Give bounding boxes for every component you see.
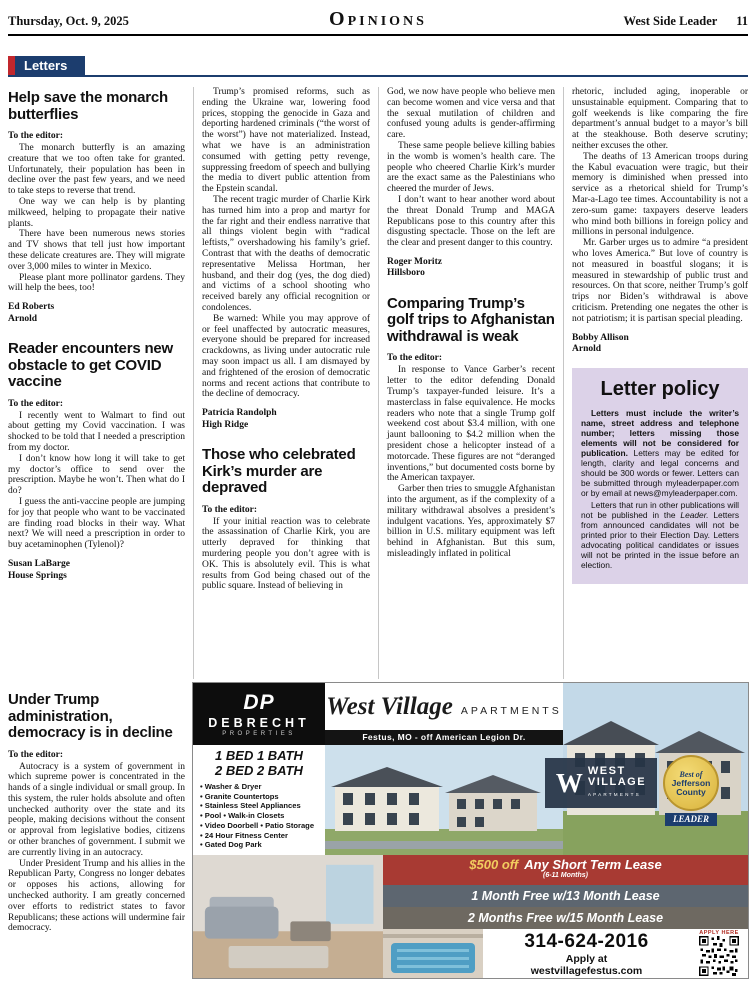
letter-golf	[387, 296, 555, 560]
letter-democracy	[8, 692, 185, 934]
letter-kirk	[202, 447, 370, 592]
letter-monarch	[8, 90, 185, 325]
ad-title-caps: APARTMENTS	[460, 705, 562, 717]
paragraph: There have been numerous news stories and TV shows that tell just how important these delicate creatures are. They will migrate over 3,000 miles to winter in Mexico.	[8, 229, 185, 272]
letter-democracy-continued	[202, 87, 370, 431]
letter-headline: Reader encounters new obstacle to get COVID vaccine	[8, 340, 174, 391]
signer-name: Roger Moritz	[387, 256, 442, 267]
amenity-item: • 24 Hour Fitness Center	[200, 830, 288, 840]
salutation: To the editor:	[202, 504, 258, 515]
dp-name: DEBRECHT	[208, 716, 310, 730]
paragraph: rhetoric, included aging, inoperable or unsustainable equipment. Comparing that to golf weekends is like comparing the fire department’s annual budget to a mayor’s bill at the steakhouse. Both deserve scrutiny; neither excuses the other.	[572, 87, 748, 151]
offer-subtext: (6-11 Months)	[543, 872, 588, 879]
salutation: To the editor:	[8, 398, 64, 409]
paragraph: Be warned: While you may approve of or feel unaffected by autocratic measures, everyone should be prepared for increased crackdowns, as living under autocratic rule may soon impact us all. I am dismayed by and frightened of the erosion of democratic norms and recent actions that contribute to the decline of democracy.	[202, 313, 370, 400]
paragraph: One way we can help is by planting milkweed, helping to propagate their native plants.	[8, 196, 185, 229]
paragraph: These same people believe killing babies in the womb is women’s health care. The people who cheered Charlie Kirk’s murder are the exact same as the Palestinians who cheered the murder of Jews.	[387, 140, 555, 195]
qr-label: APPLY HERE	[699, 930, 739, 936]
salutation: To the editor:	[387, 353, 443, 364]
dp-subtitle: PROPERTIES	[222, 731, 296, 737]
signer-city: Arnold	[572, 344, 602, 355]
paragraph: I recently went to Walmart to find out about getting my Covid vaccination. I was shocked to be told that I needed a prescription from my doctor.	[8, 410, 185, 454]
letter-body	[202, 87, 370, 400]
page-number: 11	[736, 14, 749, 28]
letter-body	[202, 517, 370, 593]
policy-paragraph	[581, 500, 739, 570]
debrecht-logo	[193, 683, 325, 745]
paragraph: Mr. Garber urges us to admire “a president who loves America.” But love of country is not measured in boastful slogans; it is measured in stewardship of public trust and resources. On that score, neither Trump’s golf trips nor Biden’s withdrawal is above criticism. Pretending one negates the other is not patriotism; it is partisan special pleading.	[572, 238, 748, 324]
west-village-logo	[545, 758, 657, 808]
paragraph: God, we now have people who believe men can become women and vice versa and that the sexual mutilation of children and confused young adults is gender-affirming care.	[387, 87, 555, 141]
signer-city: Arnold	[8, 313, 38, 324]
badge-line: County	[676, 786, 706, 797]
signer-city: House Springs	[8, 570, 67, 581]
logo-line: VILLAGE	[587, 776, 647, 788]
apply-line-1: Apply at	[565, 953, 608, 965]
amenities-list	[193, 782, 325, 850]
signer-name: Ed Roberts	[8, 302, 55, 313]
phone-block	[483, 929, 690, 978]
policy-text: Letters that run in other publications will not be published in the	[581, 499, 739, 520]
paragraph: In response to Vance Garber’s recent letter to the editor defending Donald Trump’s taxpayer-funded leisure. It’s a masterclass in false equivalence. He mocks readers who note that a single Trump golf weekend cost about $3.4 million, with one jaunt ballooning to $4.2 million when the president chose a helicopter instead of a motorcade. These figures are not “deranged inventions,” but documented costs borne by the American taxpayer.	[387, 365, 555, 484]
paragraph: The deaths of 13 American troops during the Kabul evacuation were tragic, but their memory is diminished when pressed into service as a rhetorical shield for Trump’s Mar-a-Lago tee times. Accountability is not a zero-sum game: taxpayers deserve leaders who mind both billions in foreign policy and millions in personal indulgence.	[572, 151, 748, 238]
logo-line: WEST	[587, 765, 626, 777]
letter-covid	[8, 341, 185, 582]
letter-body	[8, 411, 185, 551]
letter-body	[387, 87, 555, 249]
letter-body	[8, 762, 185, 935]
qr-block	[690, 929, 748, 978]
badge-line: Jefferson	[671, 777, 711, 788]
masthead-wrap	[255, 8, 502, 31]
logo-w: W	[555, 767, 583, 798]
logo-text	[588, 766, 646, 800]
salutation: To the editor:	[8, 131, 64, 141]
bed-bath-lines	[193, 748, 325, 778]
letter-golf-continued	[572, 87, 748, 356]
amenities-panel	[193, 745, 325, 855]
ad-cell	[193, 679, 748, 978]
policy-leader-name: Leader.	[680, 509, 709, 520]
offer-banner-2: 1 Month Free w/13 Month Lease	[383, 885, 748, 907]
column-1	[8, 87, 193, 679]
letter-signature	[572, 333, 748, 356]
qr-code	[699, 936, 739, 976]
ad-location: Festus, MO - off American Legion Dr.	[325, 730, 563, 745]
paragraph: Autocracy is a system of government in which supreme power is concentrated in the hands of a single individual or small group. In this system, the ruler holds absolute and often unchecked authority over the state and its people, making decisions without the consent or approval from legislative bodies, citizens or other branches of government. I submit we are currently living in an autocracy.	[8, 761, 185, 858]
column-3	[378, 87, 563, 679]
letter-headline: Under Trump administration, democracy is in decline	[8, 691, 173, 741]
ad-promo-area	[383, 855, 748, 978]
amenity-item: • Stainless Steel Appliances	[200, 801, 301, 811]
letter-signature	[8, 559, 185, 582]
signer-city: Hillsboro	[387, 268, 425, 279]
letter-headline: Help save the monarch butterflies	[8, 89, 169, 123]
apartment-ad	[193, 683, 748, 978]
offer-text: Any Short Term Lease	[524, 857, 662, 872]
paragraph: The recent tragic murder of Charlie Kirk has turned him into a prop and martyr for the far right and their endless narrative that all things violent begin with “radical leftists,” overshadowing his family’s grief. Contrast that with the deaths of democratic representative Melissa Hortman, her husband, and their dog (yes, the dog died) and victims of a school shooting who received barely any official recognition or condolences.	[202, 194, 370, 313]
paragraph: I don’t know how long it will take to get my doctor’s office to send over the prescription. Maybe he won’t. Then what do I do?	[8, 453, 185, 497]
signer-city: High Ridge	[202, 419, 249, 430]
ad-title-script: West Village	[326, 693, 453, 720]
header-rule	[8, 34, 748, 36]
best-of-badge	[663, 755, 719, 811]
salutation: To the editor:	[8, 749, 64, 760]
column-4	[563, 87, 748, 679]
dp-monogram: DP	[243, 691, 275, 714]
apply-line-2: westvillagefestus.com	[530, 965, 643, 977]
letter-signature	[202, 408, 370, 431]
paragraph: I guess the anti-vaccine people are jumping for joy that people who want to be vaccinated are finding road blocks in their way. What next? We will need a prescription in order to buy acetaminophen (Tylenol)?	[8, 497, 185, 551]
policy-text: Letters from announced candidates will not be printed prior to their Election Day. Letters advocating political candidates or issues will not be printed in the issue before an election.	[581, 509, 740, 570]
paragraph: Please plant more pollinator gardens. They will help the bees, too!	[8, 272, 185, 294]
letter-body	[8, 143, 185, 294]
red-accent-block	[8, 56, 15, 75]
paragraph: Under President Trump and his allies in the Republican Party, Congress no longer debates or opposes his actions, allowing for unchecked authority. I am greatly concerned over efforts to redistrict states to favor Republicans; these actions will undermine fair democracy.	[8, 858, 185, 934]
letter-headline: Those who celebrated Kirk’s murder are depraved	[202, 446, 356, 497]
paper-name: West Side Leader	[623, 14, 718, 28]
ad-title-banner	[325, 683, 563, 730]
paragraph: The monarch butterfly is an amazing creature that we too often take for granted. Unfortunately, their population has been in decline over the past few years, and we need to take steps to reverse that trend.	[8, 143, 185, 197]
offer-banner-3: 2 Months Free w/15 Month Lease	[383, 907, 748, 929]
amenity-item: • Video Doorbell • Patio Storage	[200, 820, 315, 830]
letter-signature	[387, 257, 555, 280]
policy-text: Letters may be edited for length, clarity and legal concerns and should be 300 words or fewer. Letters can be submitted through myleaderpaper.com or by email at news@myleaderpaper.com.	[581, 447, 739, 498]
letter-headline: Comparing Trump’s golf trips to Afghanistan withdrawal is weak	[387, 294, 555, 345]
policy-bold-text: Letters must include the writer’s name, street address and telephone number; letters missing those elements will not be considered for publication.	[581, 407, 739, 458]
page-header	[8, 6, 748, 34]
leader-masthead: LEADER	[665, 813, 717, 826]
signer-name: Susan LaBarge	[8, 559, 71, 570]
logo-subline: APARTMENTS	[587, 792, 641, 797]
bed-line: 2 BED 2 BATH	[215, 763, 303, 778]
ad-contact-strip	[383, 929, 748, 978]
letter-kirk-continued	[387, 87, 555, 280]
issue-date: Thursday, Oct. 9, 2025	[8, 14, 129, 28]
section-title: OPINIONS	[329, 8, 427, 30]
amenity-item: • Granite Countertops	[200, 791, 279, 801]
paper-info	[501, 14, 748, 29]
amenity-item: • Pool • Walk-in Closets	[200, 811, 285, 821]
offer-highlight: $500 off	[469, 857, 519, 872]
letter-policy-box	[572, 368, 748, 584]
amenity-item: • Washer & Dryer	[200, 782, 262, 791]
policy-title: Letter policy	[600, 377, 720, 400]
paragraph: I don’t want to hear another word about the threat Donald Trump and MAGA Republicans pose to this country after this disgusting spectacle. Those on the left are the clear and present danger to this country.	[387, 194, 555, 249]
building-photo-2	[325, 745, 563, 855]
bed-line: 1 BED 1 BATH	[215, 748, 303, 763]
letters-section-label: Letters	[15, 56, 85, 75]
paragraph: Garber then tries to smuggle Afghanistan into the argument, as if the complexity of a military withdrawal absolves a president’s indulgent vacations. Yes, approximately $7 billion in U.S. military equipment was left behind in Afghanistan. But this sum, misleadingly inflated in political	[387, 484, 555, 559]
paragraph: Trump’s promised reforms, such as ending the Ukraine war, lowering food prices, stopping the genocide in Gaza and deporting hardened criminals (“the worst of the worst”) have not materialized. Instead, what we have is an administration consumed with getting petty revenge, suppressing freedom of speech and bullying the media to divert public attention from the Epstein scandal.	[202, 87, 370, 195]
amenity-item: • Gated Dog Park	[200, 840, 262, 850]
policy-paragraph	[581, 408, 739, 498]
letter-body	[387, 365, 555, 559]
letter-body	[572, 87, 748, 325]
column-2	[193, 87, 378, 679]
letters-banner	[8, 56, 748, 77]
phone-number: 314-624-2016	[524, 931, 649, 952]
letter-signature	[8, 302, 185, 325]
interior-photo	[193, 855, 383, 978]
signer-name: Bobby Allison	[572, 332, 629, 343]
column-1-bottom	[8, 679, 193, 978]
paragraph: If your initial reaction was to celebrate the assassination of Charlie Kirk, you are utterly depraved for thinking that murdering people you don’t agree with is OK. This is absolutely evil. This is what results from God being chased out of the public square. Instead of believing in	[202, 516, 370, 592]
content-grid	[8, 87, 748, 978]
pool-photo	[383, 929, 483, 978]
offer-banner-1	[383, 855, 748, 885]
badge-line: Best of	[679, 769, 703, 779]
signer-name: Patricia Randolph	[202, 408, 277, 419]
